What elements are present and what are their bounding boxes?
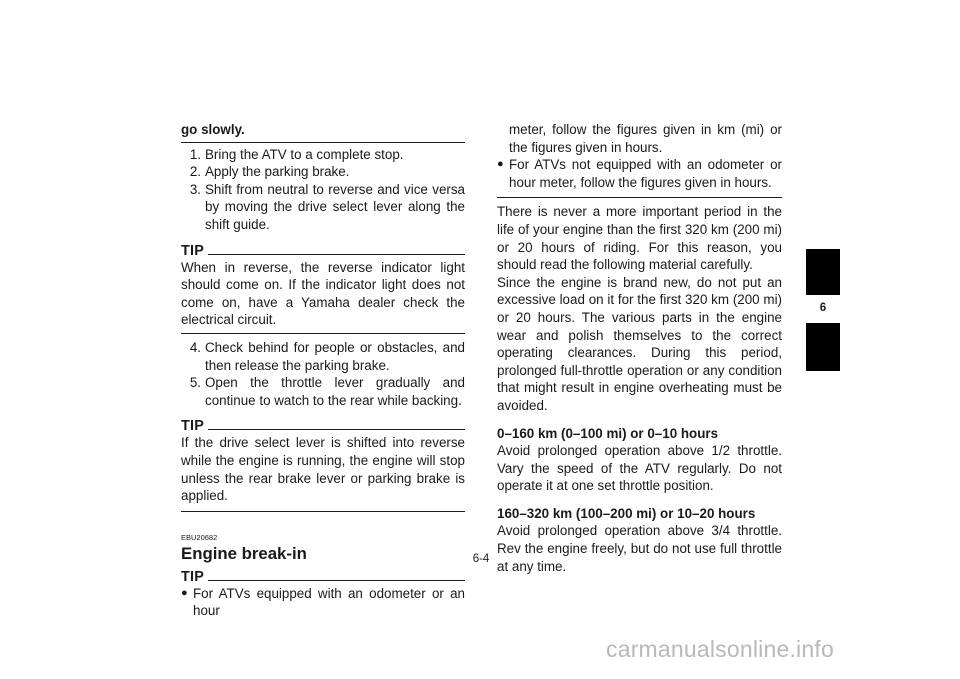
- tip-label: TIP: [181, 568, 204, 585]
- watermark: carmanualsonline.info: [606, 636, 834, 662]
- step-number: 4.: [189, 339, 201, 355]
- bullet-item: [497, 156, 782, 191]
- step-text: Apply the parking brake.: [205, 164, 350, 180]
- bullet-dot-icon: ●: [181, 586, 188, 599]
- tip-rule: [208, 254, 465, 255]
- step-number: 1.: [189, 146, 201, 162]
- list-item: [181, 146, 465, 164]
- tip-rule: [208, 580, 465, 581]
- divider-line: [181, 142, 465, 143]
- steps-list-b: [181, 339, 465, 409]
- list-item: [181, 374, 465, 409]
- tip-rule: [208, 429, 465, 430]
- subheading: 160–320 km (100–200 mi) or 10–20 hours: [497, 505, 756, 521]
- tip-label: TIP: [181, 418, 204, 435]
- tip-text: If the drive select lever is shifted into reverse while the engine is running, the engine will stop unless the rear brake lever or parking brake is applied.: [181, 435, 465, 504]
- tip-end-rule: [181, 511, 465, 512]
- list-item: [181, 181, 465, 234]
- paragraph: Since the engine is brand new, do not put an excessive load on it for the first 320 km (200 mi) or 20 hours. The various parts in the engine wear and polish themselves to the correct operating clearances. During this period, prolonged full-throttle operation or any condition that might result in engine overheating must be avoided.: [497, 274, 782, 413]
- tip-end-rule: [181, 333, 465, 334]
- step-number: 3.: [189, 181, 201, 197]
- section-code: EBU20682: [181, 532, 218, 542]
- bullet-text: For ATVs equipped with an odometer or an hour: [193, 585, 465, 619]
- tip-end-rule: [497, 197, 782, 198]
- bullet-item: [181, 585, 465, 620]
- paragraph: Avoid prolonged operation above 1/2 throttle. Vary the speed of the ATV regularly. Do not operate it at one set throttle position.: [497, 443, 782, 494]
- list-item: [181, 163, 465, 181]
- tip-header: [181, 564, 465, 585]
- list-item: [181, 339, 465, 374]
- chapter-tab: [806, 343, 840, 371]
- step-number: 2.: [189, 164, 201, 180]
- tip-label: TIP: [181, 242, 204, 259]
- section-title: Engine break-in: [181, 543, 307, 563]
- page-number: 6-4: [472, 553, 490, 565]
- bullet-text: meter, follow the figures given in km (mi) or the figures given in hours.: [509, 122, 782, 155]
- continued-heading: go slowly.: [181, 122, 245, 137]
- step-number: 5.: [189, 375, 201, 391]
- tip-header: [181, 413, 465, 434]
- tip-text: When in reverse, the reverse indicator light should come on. If the indicator light does not come on, have a Yamaha dealer check the electrical circuit.: [181, 259, 465, 328]
- step-text: Shift from neutral to reverse and vice versa by moving the drive select lever along the shift guide.: [205, 181, 465, 232]
- bullet-item-continued: [497, 121, 782, 156]
- left-column: [181, 121, 465, 620]
- chapter-tab-number: 6: [819, 302, 827, 314]
- step-text: Open the throttle lever gradually and continue to watch to the rear while backing.: [205, 375, 465, 408]
- bullet-dot-icon: ●: [497, 158, 504, 171]
- right-column: [497, 121, 782, 575]
- step-text: Check behind for people or obstacles, and then release the parking brake.: [205, 339, 465, 373]
- steps-list-a: [181, 146, 465, 234]
- tip-header: [181, 238, 465, 259]
- subheading: 0–160 km (0–100 mi) or 0–10 hours: [497, 425, 719, 441]
- paragraph: There is never a more important period in the life of your engine than the first 320 km (200 mi) or 20 hours of riding. For this reason, you should read the following material carefully.: [497, 204, 782, 273]
- paragraph: Avoid prolonged operation above 3/4 throttle. Rev the engine freely, but do not use full throttle at any time.: [497, 523, 782, 574]
- chapter-tab: [806, 249, 840, 277]
- bullet-text: For ATVs not equipped with an odometer or hour meter, follow the figures given in hours.: [509, 157, 782, 190]
- step-text: Bring the ATV to a complete stop.: [205, 146, 404, 162]
